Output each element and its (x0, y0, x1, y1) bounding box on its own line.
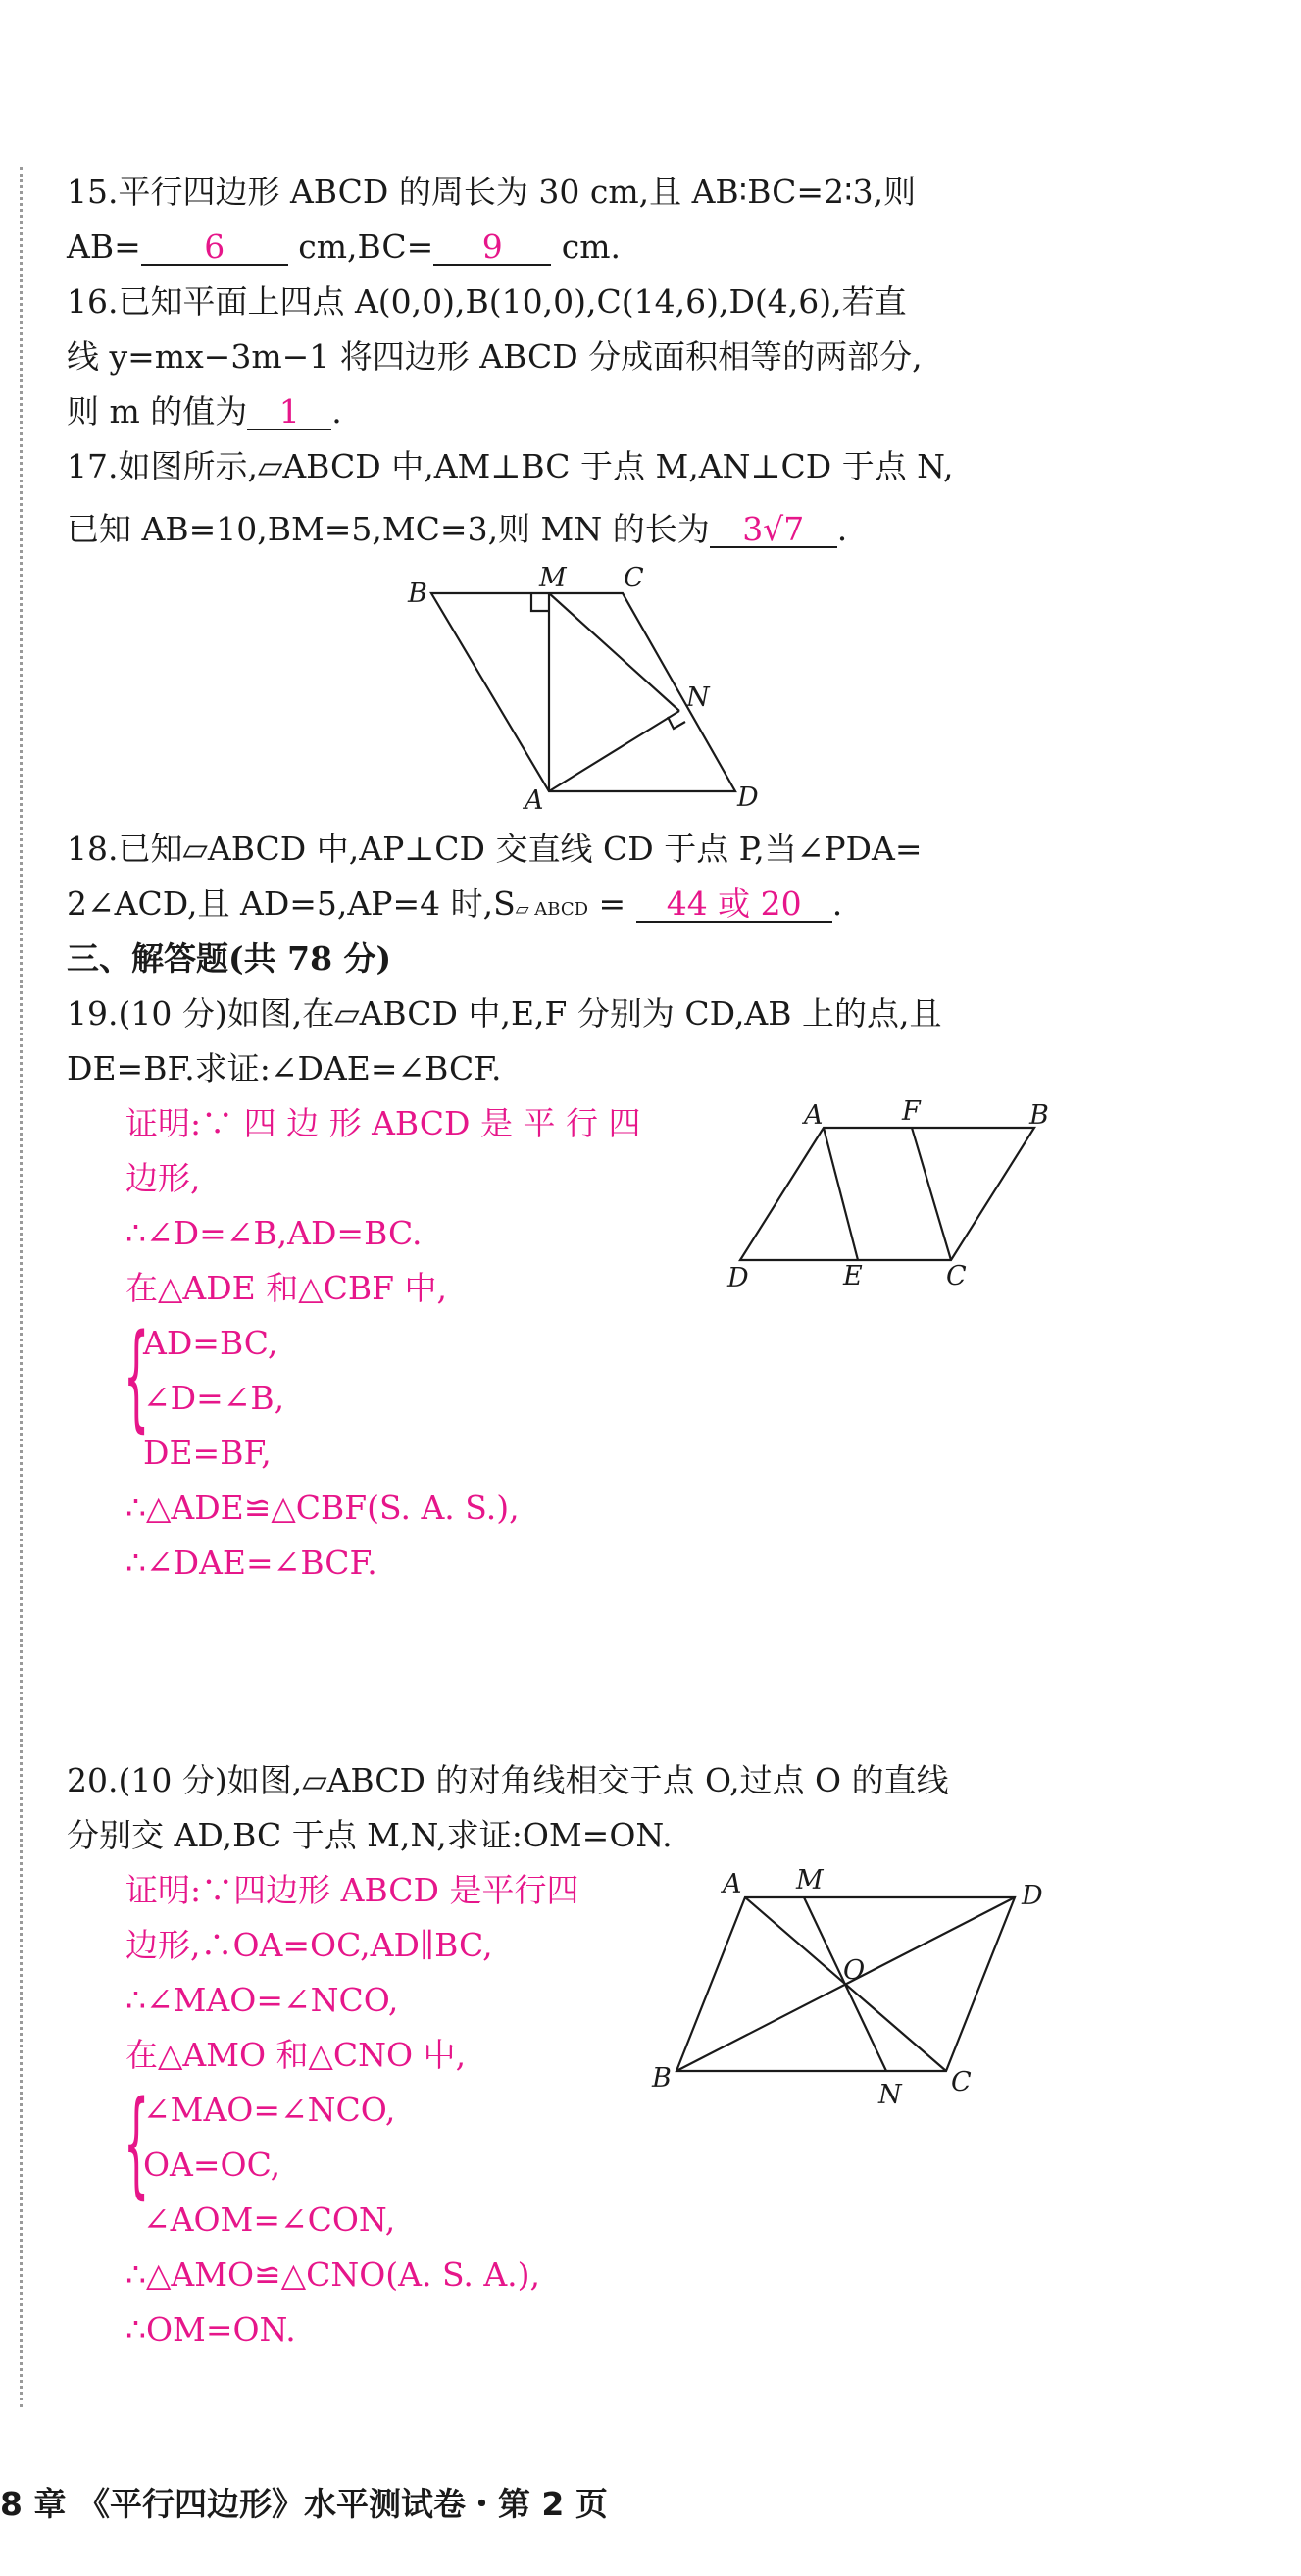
q19-label-c: C (946, 1261, 967, 1291)
q20-proof-line: ∠AOM=∠CON, (143, 2200, 396, 2239)
q19-proof-line: ∠D=∠B, (143, 1379, 285, 1417)
q15-line2 (67, 227, 621, 267)
q20-label-c: C (951, 2067, 972, 2097)
q17-label-n: N (686, 682, 710, 713)
q19-line1: 19.(10 分)如图,在▱ABCD 中,E,F 分别为 CD,AB 上的点,且 (67, 994, 942, 1033)
section-heading: 三、解答题(共 78 分) (67, 939, 392, 978)
q17-label-m: M (539, 563, 567, 593)
q17-right-angle-m (531, 593, 549, 611)
q17-segment-an (549, 711, 679, 791)
q16-post: . (331, 392, 342, 430)
q20-line2: 分别交 AD,BC 于点 M,N,求证:OM=ON. (67, 1816, 673, 1854)
q19-segment-cf (912, 1128, 951, 1260)
q17-right-angle-n (668, 717, 685, 729)
q17-line1: 17.如图所示,▱ABCD 中,AM⊥BC 于点 M,AN⊥CD 于点 N, (67, 447, 954, 485)
q20-proof-line: ∴OM=ON. (125, 2310, 296, 2349)
q18-eq: = (598, 884, 626, 923)
q15-mid: cm,BC= (298, 227, 434, 266)
q18-line2 (67, 884, 842, 930)
q18-answer: 44 或 20 (636, 887, 832, 923)
q15-line1: 15.平行四边形 ABCD 的周长为 30 cm,且 AB∶BC=2∶3,则 (67, 173, 917, 211)
q15-pre: AB= (67, 227, 141, 266)
q20-figure (647, 1863, 1069, 2118)
q20-proof-line: OA=OC, (143, 2146, 281, 2184)
q15-answer-bc: 9 (433, 230, 551, 266)
q19-label-e: E (843, 1261, 863, 1291)
q19-line2: DE=BF.求证:∠DAE=∠BCF. (67, 1049, 502, 1087)
q19-label-b: B (1029, 1100, 1049, 1131)
q19-segment-ae (824, 1128, 858, 1260)
q16-line2: 线 y=mx−3m−1 将四边形 ABCD 分成面积相等的两部分, (67, 337, 923, 376)
q19-proof-line: 边形, (125, 1159, 201, 1197)
q20-label-a: A (723, 1869, 742, 1899)
q20-label-m: M (796, 1865, 824, 1895)
q16-line3 (67, 392, 342, 431)
q19-figure (706, 1098, 1059, 1294)
q20-brace: { (124, 2075, 150, 2210)
q19-parallelogram (740, 1128, 1034, 1260)
q18-subscript: ▱ ABCD (515, 899, 589, 920)
q17-pre: 已知 AB=10,BM=5,MC=3,则 MN 的长为 (67, 510, 710, 548)
q20-proof-line: ∠MAO=∠NCO, (143, 2091, 396, 2129)
q19-proof-line: 证明:∵ 四 边 形 ABCD 是 平 行 四 (125, 1104, 641, 1142)
q20-proof-line: ∴∠MAO=∠NCO, (125, 1981, 399, 2019)
q17-label-c: C (624, 563, 644, 593)
q20-proof-line: ∴△AMO≌△CNO(A. S. A.), (125, 2255, 541, 2294)
q20-label-o: O (843, 1955, 866, 1986)
q19-label-f: F (902, 1098, 921, 1127)
q20-proof-line: 证明:∵四边形 ABCD 是平行四 (125, 1871, 579, 1909)
q17-label-a: A (525, 785, 544, 814)
q17-answer: 3√7 (710, 513, 837, 548)
q18-line1: 18.已知▱ABCD 中,AP⊥CD 交直线 CD 于点 P,当∠PDA= (67, 830, 923, 868)
q17-label-b: B (408, 579, 427, 609)
q15-answer-ab: 6 (141, 230, 288, 266)
q16-pre: 则 m 的值为 (67, 392, 248, 430)
q18-pre: 2∠ACD,且 AD=5,AP=4 时,S (67, 884, 516, 923)
q16-line1: 16.已知平面上四点 A(0,0),B(10,0),C(14,6),D(4,6),若直 (67, 282, 907, 321)
q20-proof-line: 边形,∴OA=OC,AD∥BC, (125, 1926, 493, 1964)
q20-line1: 20.(10 分)如图,▱ABCD 的对角线相交于点 O,过点 O 的直线 (67, 1761, 949, 1799)
binding-margin-line (20, 167, 23, 2407)
q19-proof-line: ∴∠DAE=∠BCF. (125, 1543, 377, 1582)
q16-answer: 1 (247, 395, 331, 430)
q19-proof-line: AD=BC, (143, 1324, 278, 1362)
q19-label-a: A (804, 1100, 824, 1131)
page-footer: 8 章 《平行四边形》水平测试卷・第 2 页 (0, 2485, 608, 2523)
q18-post: . (831, 884, 843, 923)
q19-proof-line: DE=BF, (143, 1434, 272, 1472)
q19-proof-line: 在△ADE 和△CBF 中, (125, 1269, 448, 1307)
q17-post: . (836, 510, 848, 548)
q19-proof-line: ∴∠D=∠B,AD=BC. (125, 1214, 423, 1252)
q19-label-d: D (727, 1263, 749, 1293)
q19-brace: { (124, 1308, 150, 1443)
q17-segment-mn (549, 593, 679, 711)
q20-label-d: D (1022, 1881, 1043, 1911)
q15-post: cm. (561, 227, 622, 266)
q20-label-n: N (878, 2080, 902, 2110)
q17-line2 (67, 510, 847, 549)
q17-label-d: D (737, 783, 759, 813)
q17-figure (392, 559, 775, 814)
q20-label-b: B (652, 2063, 672, 2094)
q19-proof-line: ∴△ADE≌△CBF(S. A. S.), (125, 1489, 520, 1527)
q20-proof-line: 在△AMO 和△CNO 中, (125, 2036, 467, 2074)
